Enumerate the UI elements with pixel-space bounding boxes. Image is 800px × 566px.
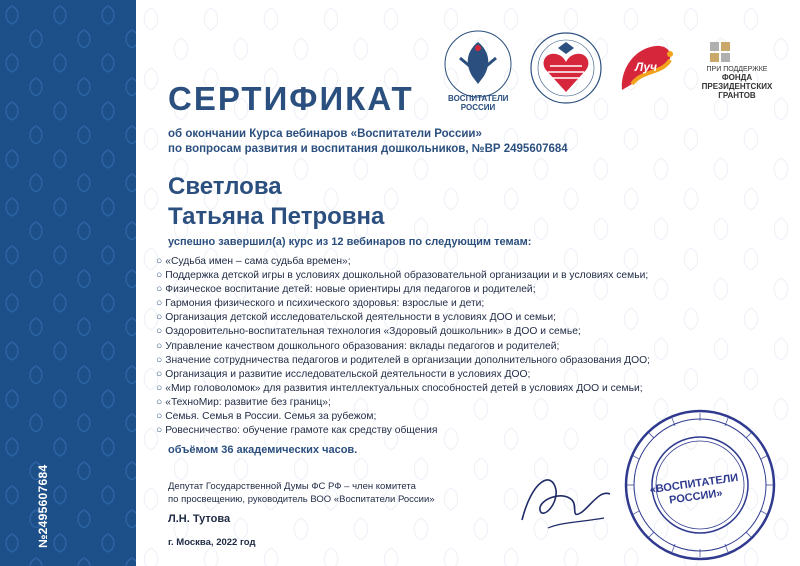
list-item: ○ Физическое воспитание детей: новые ориентиры для педагогов и родителей; <box>156 284 536 296</box>
vospitateli-logo-text: ВОСПИТАТЕЛИ РОССИИ <box>448 94 509 112</box>
grants-small-label: ПРИ ПОДДЕРЖКЕ <box>706 66 768 73</box>
recipient-name <box>168 172 384 232</box>
stamp-center-text: «ВОСПИТАТЕЛИ РОССИИ» <box>649 471 740 507</box>
topics-list <box>156 255 650 438</box>
list-item: ○ Оздоровительно-воспитательная технология «Здоровый дошкольник» в ДОО и семье; <box>156 326 581 338</box>
grants-line-2: ПРЕЗИДЕНТСКИХ <box>701 82 773 91</box>
signer-name: Л.Н. Тутова <box>168 513 231 525</box>
course-hours: объёмом 36 академических часов. <box>168 444 358 456</box>
list-item: ○ Организация и развитие исследовательской деятельности в условиях ДОО; <box>156 368 531 380</box>
signer-line-1: Депутат Государственной Думы ФС РФ – член комитета <box>168 481 416 492</box>
list-item: ○ Управление качеством дошкольного образования: вклады педагогов и родителей; <box>156 340 560 352</box>
list-item: ○ Семья. Семья в России. Семья за рубежом; <box>156 411 377 423</box>
grants-fund-logo <box>682 66 792 100</box>
leaf-pattern <box>0 0 136 566</box>
list-item: ○ Организация детской исследовательской деятельности в условиях ДОО и семьи; <box>156 312 557 324</box>
subtitle-line-1: об окончании Курса вебинаров «Воспитатели России» <box>168 128 482 140</box>
grants-line-1: ФОНДА <box>721 73 753 82</box>
recipient-surname: Светлова <box>168 173 282 200</box>
handwritten-signature <box>512 460 622 540</box>
recipient-given-names: Татьяна Петровна <box>168 203 385 230</box>
list-item: ○ «Мир головоломок» для развития интеллектуальных способностей детей в условиях ДОО и семьи; <box>156 382 643 394</box>
completion-statement: успешно завершил(а) курс из 12 вебинаров по следующим темам: <box>168 236 532 248</box>
left-sidebar <box>0 0 136 566</box>
luch-logo-text: Луч <box>634 60 658 74</box>
grants-line-3: ГРАНТОВ <box>718 91 756 100</box>
heart-logo <box>528 30 604 106</box>
list-item: ○ Ровесничество: обучение грамоте как средству общения <box>156 425 438 437</box>
certificate-subtitle <box>168 127 568 157</box>
signer-position <box>168 480 435 506</box>
city-date: г. Москва, 2022 год <box>168 537 256 548</box>
grants-fund-icon <box>708 40 732 64</box>
list-item: ○ «ТехноМир: развитие без границ»; <box>156 396 331 408</box>
list-item: ○ Гармония физического и психического здоровья: взрослые и дети; <box>156 298 485 310</box>
list-item: ○ «Судьба имен – сама судьба времен»; <box>156 256 351 267</box>
certificate-number-vertical: №2495607684 <box>36 464 50 548</box>
list-item: ○ Значение сотрудничества педагогов и родителей в организации дополнительного образования ДОО; <box>156 354 651 366</box>
signer-line-2: по просвещению, руководитель ВОО «Воспитатели России» <box>168 494 435 505</box>
certificate-title: СЕРТИФИКАТ <box>168 80 414 117</box>
list-item: ○ Поддержка детской игры в условиях дошкольной образовательной организации и в условиях семьи; <box>156 270 649 282</box>
subtitle-line-2: по вопросам развития и воспитания дошкольников, №ВР 2495607684 <box>168 143 568 155</box>
